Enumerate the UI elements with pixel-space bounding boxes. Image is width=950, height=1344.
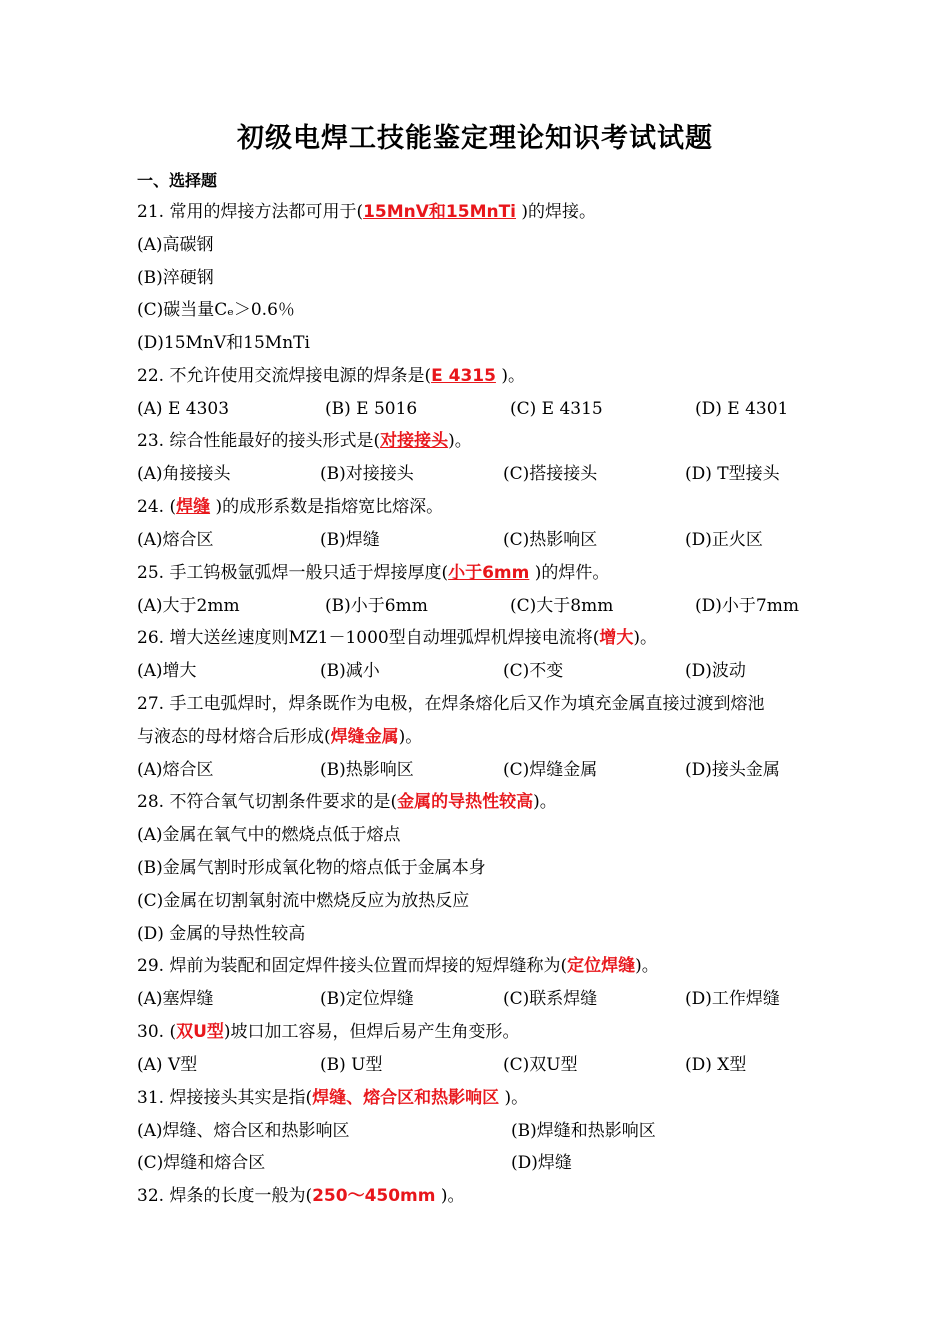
- question-text: )。: [495, 366, 525, 386]
- option-b: (B)小于6mm: [325, 596, 428, 616]
- question-text: 24. (: [137, 497, 177, 517]
- option-d: (D)焊缝: [511, 1153, 572, 1173]
- option-c: (C)不变: [503, 661, 564, 681]
- question-text: )。: [398, 727, 423, 747]
- question-30: [137, 1021, 520, 1043]
- option-a: (A)角接接头: [137, 464, 231, 484]
- option-d: (D)正火区: [685, 530, 763, 550]
- question-text: 30. (: [137, 1022, 177, 1042]
- option-c: (C)大于8mm: [510, 596, 614, 616]
- question-text: )。: [533, 792, 557, 812]
- question-32: [137, 1185, 465, 1207]
- answer: 焊缝金属: [330, 727, 399, 747]
- question-text: )的成形系数是指熔宽比熔深。: [210, 497, 444, 517]
- question-26: [137, 627, 657, 649]
- option-b: (B) E 5016: [325, 399, 418, 419]
- question-text: 28. 不符合氧气切割条件要求的是(: [137, 792, 398, 812]
- option-b: (B)焊缝和热影响区: [511, 1121, 656, 1141]
- answer: 双U型: [176, 1022, 224, 1042]
- option-d: (D)波动: [685, 661, 746, 681]
- answer: 小于6mm: [448, 563, 530, 583]
- option-a: (A) V型: [137, 1055, 198, 1075]
- option-b: (B)焊缝: [320, 530, 380, 550]
- option-d: (D) 金属的导热性较高: [137, 924, 306, 944]
- answer: 定位焊缝: [567, 956, 636, 976]
- answer: 对接接头: [380, 431, 449, 451]
- option-c: (C)金属在切割氧射流中燃烧反应为放热反应: [137, 891, 470, 911]
- question-text: )。: [435, 1186, 465, 1206]
- option-b: (B)定位焊缝: [320, 989, 414, 1009]
- option-a: (A) E 4303: [137, 399, 230, 419]
- option-d: (D) E 4301: [695, 399, 789, 419]
- question-text: 32. 焊条的长度一般为(: [137, 1186, 313, 1206]
- question-text: 31. 焊接接头其实是指(: [137, 1088, 313, 1108]
- question-text: 26. 增大送丝速度则MZ1－1000型自动埋弧焊机焊接电流将(: [137, 628, 600, 648]
- option-d: (D)接头金属: [685, 760, 780, 780]
- option-c: (C)双U型: [503, 1055, 578, 1075]
- question-28: [137, 791, 557, 813]
- answer: E 4315: [431, 366, 496, 386]
- option-a: (A)增大: [137, 661, 197, 681]
- option-b: (B) U型: [320, 1055, 383, 1075]
- option-a: (A)高碳钢: [137, 235, 214, 255]
- option-c: (C)热影响区: [503, 530, 598, 550]
- question-22: [137, 365, 525, 387]
- question-21: [137, 201, 596, 223]
- question-27: [137, 726, 422, 748]
- option-d: (D)工作焊缝: [685, 989, 780, 1009]
- option-a: (A)熔合区: [137, 530, 214, 550]
- question-23: [137, 430, 472, 452]
- option-c: (C) E 4315: [510, 399, 603, 419]
- option-a: (A)焊缝、熔合区和热影响区: [137, 1121, 350, 1141]
- section-heading: 一、选择题: [137, 171, 218, 190]
- option-a: (A)大于2mm: [137, 596, 240, 616]
- question-text: 与液态的母材熔合后形成(: [137, 727, 331, 747]
- question-text: 25. 手工钨极氩弧焊一般只适于焊接厚度(: [137, 563, 449, 583]
- option-b: (B)对接接头: [320, 464, 414, 484]
- question-text: )。: [499, 1088, 529, 1108]
- answer: 焊缝、熔合区和热影响区: [312, 1088, 500, 1108]
- question-25: [137, 562, 609, 584]
- question-text: 21. 常用的焊接方法都可用于(: [137, 202, 364, 222]
- question-text: )的焊接。: [516, 202, 597, 222]
- option-d: (D)小于7mm: [695, 596, 799, 616]
- question-text: )。: [633, 628, 658, 648]
- question-text: )。: [448, 431, 472, 451]
- question-29: [137, 955, 659, 977]
- question-24: [137, 496, 443, 518]
- question-text: )。: [635, 956, 659, 976]
- question-text: 23. 综合性能最好的接头形式是(: [137, 431, 381, 451]
- option-c: (C)联系焊缝: [503, 989, 598, 1009]
- option-c: (C)碳当量Cₑ＞0.6％: [137, 300, 295, 320]
- question-text: )坡口加工容易，但焊后易产生角变形。: [223, 1022, 520, 1042]
- answer: 金属的导热性较高: [397, 792, 534, 812]
- option-d: (D) T型接头: [685, 464, 780, 484]
- question-27-line1: 27. 手工电弧焊时，焊条既作为电极，在焊条熔化后又作为填充金属直接过渡到熔池: [137, 694, 765, 714]
- question-text: 22. 不允许使用交流焊接电源的焊条是(: [137, 366, 432, 386]
- answer: 250～450mm: [312, 1186, 436, 1206]
- question-text: )的焊件。: [529, 563, 610, 583]
- option-b: (B)减小: [320, 661, 380, 681]
- option-a: (A)熔合区: [137, 760, 214, 780]
- option-b: (B)热影响区: [320, 760, 414, 780]
- option-b: (B)淬硬钢: [137, 268, 214, 288]
- option-c: (C)焊缝金属: [503, 760, 598, 780]
- question-31: [137, 1087, 528, 1109]
- option-d: (D)15MnV和15MnTi: [137, 333, 310, 353]
- answer: 焊缝: [176, 497, 211, 517]
- option-d: (D) X型: [685, 1055, 747, 1075]
- option-a: (A)塞焊缝: [137, 989, 214, 1009]
- option-b: (B)金属气割时形成氧化物的熔点低于金属本身: [137, 858, 486, 878]
- option-c: (C)焊缝和熔合区: [137, 1153, 266, 1173]
- option-c: (C)搭接接头: [503, 464, 598, 484]
- question-text: 29. 焊前为装配和固定焊件接头位置而焊接的短焊缝称为(: [137, 956, 568, 976]
- answer: 15MnV和15MnTi: [363, 202, 517, 222]
- page-title: 初级电焊工技能鉴定理论知识考试试题: [237, 123, 713, 154]
- option-a: (A)金属在氧气中的燃烧点低于熔点: [137, 825, 401, 845]
- answer: 增大: [599, 628, 634, 648]
